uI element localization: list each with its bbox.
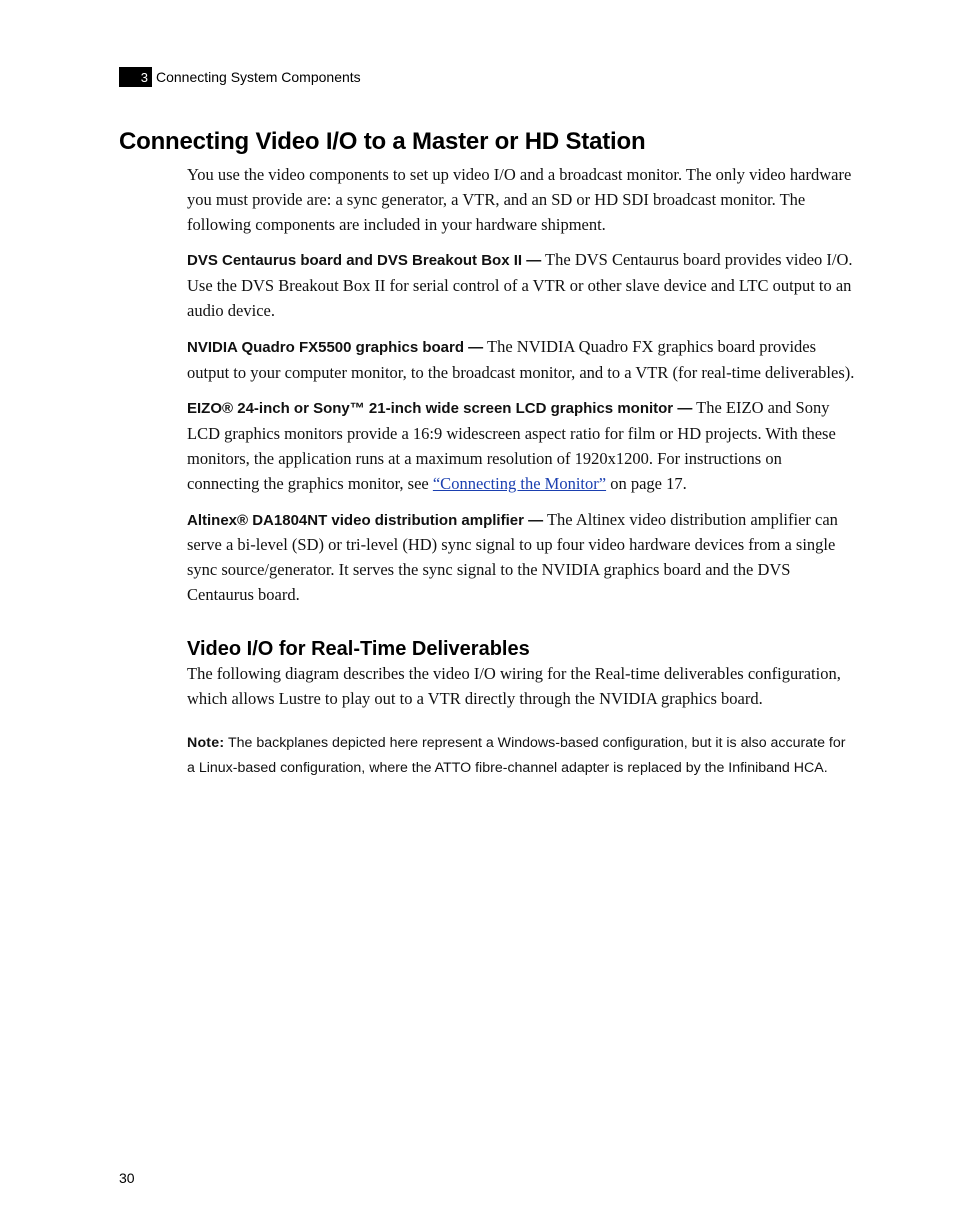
- component-term: NVIDIA Quadro FX5500 graphics board —: [187, 338, 484, 356]
- component-term: Altinex® DA1804NT video distribution amplifier —: [187, 511, 544, 529]
- chapter-number-box: 3: [119, 67, 152, 87]
- component-term: DVS Centaurus board and DVS Breakout Box II —: [187, 252, 542, 270]
- chapter-title: Connecting System Components: [156, 69, 361, 85]
- note-paragraph: [187, 731, 855, 780]
- note-label: Note:: [187, 735, 225, 752]
- component-description: The DVS Centaurus board provides video I/O. Use the DVS Breakout Box II for serial control of a VTR or other slave device and LTC output to an audio device.: [187, 250, 853, 320]
- component-term: EIZO® 24-inch or Sony™ 21-inch wide screen LCD graphics monitor —: [187, 400, 693, 418]
- subsection-title: Video I/O for Real-Time Deliverables: [187, 637, 530, 660]
- component-item-dvs: [187, 248, 855, 323]
- component-item-altinex: [187, 508, 855, 608]
- component-description: The EIZO and Sony LCD graphics monitors provide a 16:9 widescreen aspect ratio for film or HD projects. With these monitors, the application runs at a maximum resolution of 1920x1200. For instructions on connecting the graphics monitor, see: [187, 398, 836, 493]
- component-description: The Altinex video distribution amplifier can serve a bi-level (SD) or tri-level (HD) sync signal to up four video hardware devices from a single sync source/generator. It serves the sync signal to the NVIDIA graphics board and the DVS Centaurus board.: [187, 509, 838, 604]
- component-description: The NVIDIA Quadro FX graphics board provides output to your computer monitor, to the broadcast monitor, and to a VTR (for real-time deliverables).: [187, 336, 855, 382]
- connecting-monitor-link[interactable]: “Connecting the Monitor”: [432, 473, 607, 493]
- main-content: [187, 163, 855, 791]
- page-title: Connecting Video I/O to a Master or HD Station: [119, 128, 646, 155]
- component-item-nvidia: [187, 335, 855, 386]
- component-item-monitor: [187, 396, 855, 496]
- page-number: 30: [119, 1170, 135, 1186]
- subsection-paragraph: The following diagram describes the video I/O wiring for the Real-time deliverables configuration, which allows Lustre to play out to a VTR directly through the NVIDIA graphics board.: [187, 663, 841, 708]
- running-header: [119, 67, 361, 87]
- note-text: The backplanes depicted here represent a Windows-based configuration, but it is also accurate for a Linux-based configuration, where the ATTO fibre-channel adapter is replaced by the Infiniband HCA.: [187, 735, 846, 776]
- component-description-tail: on page 17.: [606, 473, 687, 493]
- intro-paragraph: You use the video components to set up video I/O and a broadcast monitor. The only video hardware you must provide are: a sync generator, a VTR, and an SD or HD SDI broadcast monitor. The following components are included in your hardware shipment.: [187, 165, 852, 234]
